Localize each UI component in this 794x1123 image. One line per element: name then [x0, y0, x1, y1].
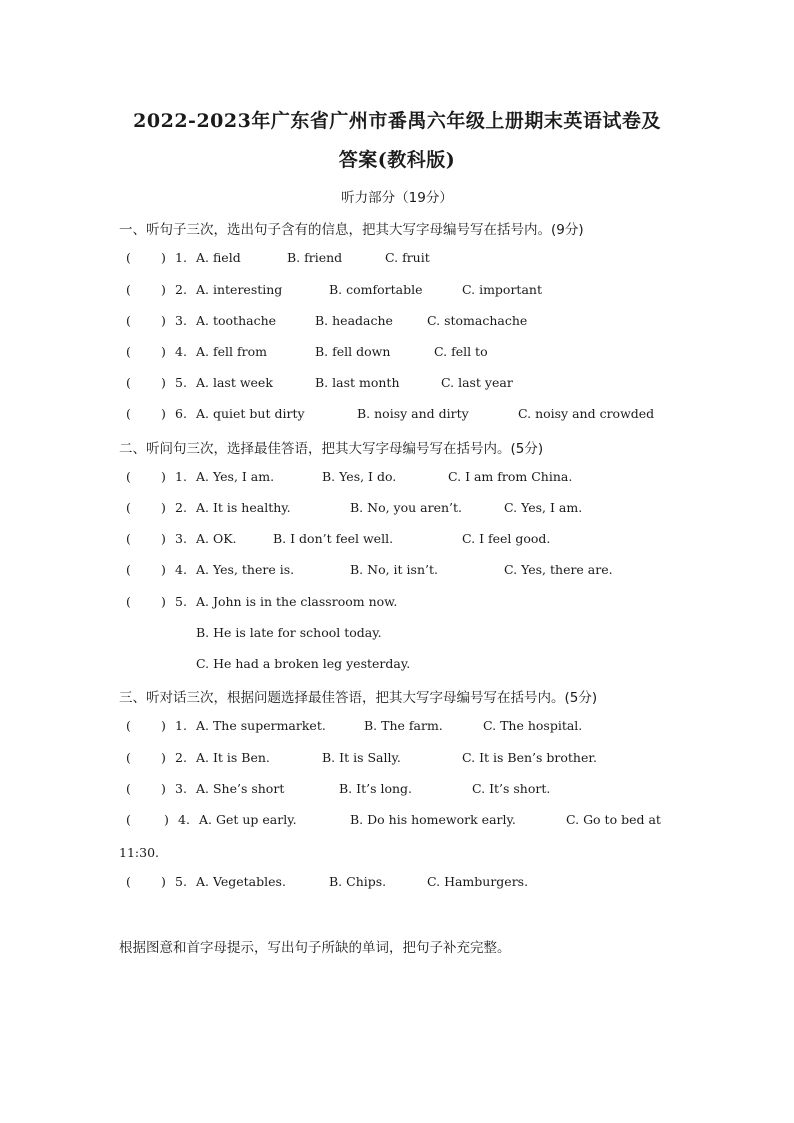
page-title-line-2: 答案(教科版): [338, 149, 456, 171]
answer-blank-open: (: [126, 375, 131, 390]
answer-blank-open: (: [126, 469, 131, 484]
option-b: B. Do his homework early.: [350, 812, 516, 827]
question-number: 4.: [175, 562, 187, 577]
question-number: 3.: [175, 313, 187, 328]
option-c: C. It’s short.: [472, 781, 551, 796]
option-c: C. last year: [441, 375, 513, 390]
question-number: 5.: [175, 594, 187, 609]
option-a: A. interesting: [196, 282, 283, 297]
option-b: B. friend: [287, 250, 343, 265]
option-c: C. fell to: [434, 344, 488, 359]
question-number: 2.: [175, 750, 187, 765]
option-b: B. No, it isn’t.: [350, 562, 438, 577]
option-a: A. John is in the classroom now.: [196, 594, 398, 609]
answer-blank-close: ): [161, 469, 166, 484]
section-subtitle: 听力部分（19分）: [341, 190, 453, 206]
answer-blank-close: ): [161, 375, 166, 390]
answer-blank-close: ): [161, 874, 166, 889]
question-number: 2.: [175, 500, 187, 515]
answer-blank-open: (: [126, 344, 131, 359]
question-number: 1.: [175, 250, 187, 265]
question-number: 2.: [175, 282, 187, 297]
option-c: C. Go to bed at: [566, 812, 661, 827]
option-c: C. noisy and crowded: [518, 406, 655, 421]
instruction-text: 根据图意和首字母提示，写出句子所缺的单词，把句子补充完整。: [119, 940, 511, 956]
question-number: 4.: [178, 812, 190, 827]
option-c-continued: 11:30.: [119, 845, 159, 860]
section-1-heading: 一、听句子三次，选出句子含有的信息，把其大写字母编号写在括号内。(9分): [119, 222, 584, 238]
answer-blank-close: ): [164, 812, 169, 827]
option-a: A. The supermarket.: [196, 718, 326, 733]
answer-blank-open: (: [126, 718, 131, 733]
answer-blank-open: (: [126, 781, 131, 796]
option-c: C. Yes, there are.: [504, 562, 613, 577]
answer-blank-open: (: [126, 406, 131, 421]
answer-blank-open: (: [126, 562, 131, 577]
option-c: C. fruit: [385, 250, 430, 265]
option-a: A. Yes, there is.: [196, 562, 295, 577]
option-b: B. It is Sally.: [322, 750, 401, 765]
answer-blank-close: ): [161, 781, 166, 796]
answer-blank-close: ): [161, 282, 166, 297]
option-c: C. stomachache: [427, 313, 528, 328]
option-b: B. last month: [315, 375, 400, 390]
answer-blank-close: ): [161, 531, 166, 546]
question-number: 3.: [175, 531, 187, 546]
answer-blank-open: (: [126, 812, 131, 827]
option-c: C. He had a broken leg yesterday.: [196, 656, 411, 671]
answer-blank-open: (: [126, 313, 131, 328]
section-2-heading: 二、听问句三次，选择最佳答语，把其大写字母编号写在括号内。(5分): [119, 441, 544, 457]
page-title: 2022-2023年广东省广州市番禺六年级上册期末英语试卷及: [133, 110, 661, 132]
option-a: A. fell from: [196, 344, 267, 359]
option-b: B. I don’t feel well.: [273, 531, 394, 546]
option-b: B. fell down: [315, 344, 391, 359]
section-3-heading: 三、听对话三次，根据问题选择最佳答语，把其大写字母编号写在括号内。(5分): [119, 690, 598, 706]
answer-blank-close: ): [161, 313, 166, 328]
option-c: C. important: [462, 282, 542, 297]
option-a: A. It is Ben.: [196, 750, 270, 765]
answer-blank-open: (: [126, 531, 131, 546]
option-c: C. Hamburgers.: [427, 874, 529, 889]
option-c: C. The hospital.: [483, 718, 583, 733]
question-number: 3.: [175, 781, 187, 796]
answer-blank-close: ): [161, 344, 166, 359]
question-number: 1.: [175, 718, 187, 733]
option-a: A. It is healthy.: [196, 500, 291, 515]
option-a: A. Get up early.: [199, 812, 297, 827]
question-number: 1.: [175, 469, 187, 484]
option-b: B. No, you aren’t.: [350, 500, 462, 515]
question-number: 4.: [175, 344, 187, 359]
option-c: C. I am from China.: [448, 469, 573, 484]
answer-blank-close: ): [161, 750, 166, 765]
option-a: A. quiet but dirty: [196, 406, 305, 421]
answer-blank-close: ): [161, 594, 166, 609]
option-b: B. It’s long.: [339, 781, 413, 796]
answer-blank-close: ): [161, 562, 166, 577]
answer-blank-open: (: [126, 282, 131, 297]
option-b: B. Yes, I do.: [322, 469, 397, 484]
answer-blank-close: ): [161, 250, 166, 265]
option-b: B. He is late for school today.: [196, 625, 382, 640]
option-a: A. toothache: [196, 313, 277, 328]
option-b: B. The farm.: [364, 718, 443, 733]
answer-blank-open: (: [126, 500, 131, 515]
option-a: A. Yes, I am.: [196, 469, 275, 484]
answer-blank-close: ): [161, 718, 166, 733]
answer-blank-open: (: [126, 750, 131, 765]
answer-blank-open: (: [126, 250, 131, 265]
option-a: A. field: [196, 250, 241, 265]
option-b: B. noisy and dirty: [357, 406, 469, 421]
answer-blank-open: (: [126, 874, 131, 889]
answer-blank-open: (: [126, 594, 131, 609]
question-number: 5.: [175, 375, 187, 390]
option-b: B. headache: [315, 313, 393, 328]
option-c: C. It is Ben’s brother.: [462, 750, 597, 765]
answer-blank-close: ): [161, 406, 166, 421]
option-a: A. last week: [196, 375, 273, 390]
option-a: A. OK.: [196, 531, 237, 546]
answer-blank-close: ): [161, 500, 166, 515]
option-a: A. Vegetables.: [196, 874, 286, 889]
question-number: 6.: [175, 406, 187, 421]
option-b: B. comfortable: [329, 282, 423, 297]
option-c: C. I feel good.: [462, 531, 551, 546]
question-number: 5.: [175, 874, 187, 889]
option-a: A. She’s short: [196, 781, 285, 796]
option-c: C. Yes, I am.: [504, 500, 583, 515]
option-b: B. Chips.: [329, 874, 387, 889]
